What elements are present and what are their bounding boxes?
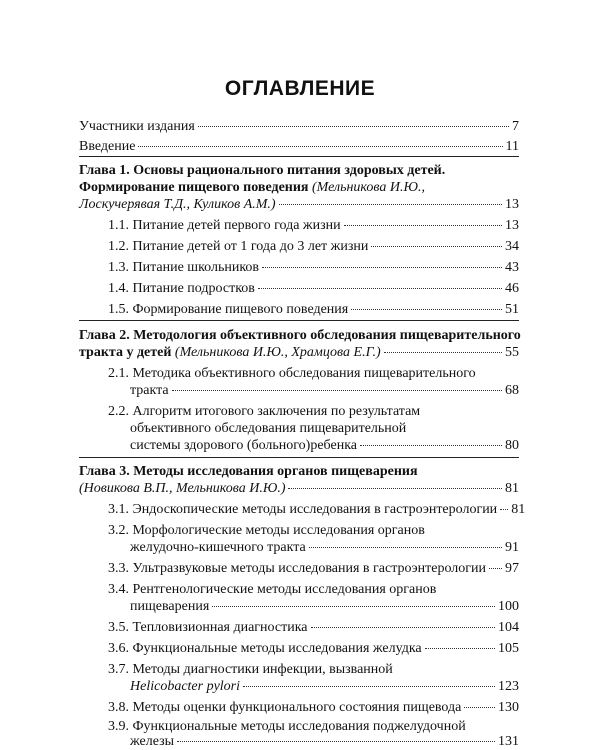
leader-dots (279, 204, 502, 205)
leader-dots (344, 225, 502, 226)
toc-section-3-7-line1[interactable] (108, 661, 393, 678)
section-page: 105 (498, 641, 519, 656)
toc-section-1-1[interactable] (108, 217, 519, 234)
toc-section-1-4[interactable] (108, 280, 519, 297)
chapter-3-page: 81 (505, 481, 519, 496)
toc-section-3-9[interactable] (130, 733, 519, 750)
section-number: 3.6. (108, 641, 129, 656)
section-label: Методы оценки функционального состояния пищевода (132, 700, 462, 715)
section-number: 3.8. (108, 700, 129, 715)
section-label: Методика объективного обследования пищеварительного (132, 366, 476, 381)
section-label: Алгоритм итогового заключения по результатам (132, 404, 421, 419)
toc-section-1-3[interactable] (108, 259, 519, 276)
section-number: 3.7. (108, 662, 129, 677)
section-number: 1.2. (108, 239, 129, 254)
section-label-cont: системы здорового (больного)ребенка (130, 438, 358, 453)
leader-dots (243, 686, 495, 687)
section-label-cont: пищеварения (130, 599, 210, 614)
section-label: Формирование пищевого поведения (132, 302, 349, 317)
leader-dots (351, 309, 502, 310)
toc-section-2-1[interactable] (130, 382, 519, 399)
chapter-2-authors: (Мельникова И.Ю., Храмцова Е.Г.) (174, 345, 381, 360)
section-page: 51 (505, 302, 519, 317)
toc-entry-introduction[interactable] (79, 138, 519, 155)
chapter-2-title-cont: тракта у детей (79, 345, 172, 360)
toc-section-3-4[interactable] (130, 598, 519, 615)
toc-section-3-4-line1[interactable] (108, 581, 436, 598)
leader-dots (371, 246, 502, 247)
section-number: 1.3. (108, 260, 129, 275)
toc-section-3-6[interactable] (108, 640, 519, 657)
toc-section-3-2-line1[interactable] (108, 522, 425, 539)
toc-section-2-2[interactable] (130, 437, 519, 454)
toc-entry-page: 7 (512, 119, 519, 134)
chapter-3-entry[interactable] (79, 480, 519, 497)
section-label: Функциональные методы исследования желудка (132, 641, 422, 656)
leader-dots (489, 568, 502, 569)
toc-section-2-1-line1[interactable] (108, 365, 476, 382)
toc-section-3-7[interactable] (130, 678, 519, 695)
toc-section-3-3[interactable] (108, 560, 519, 577)
chapter-2-title-line1[interactable]: Глава 2. Методология объективного обследования пищеварительного (79, 328, 521, 343)
section-number: 3.2. (108, 523, 129, 538)
section-label-cont: Helicobacter pylori (130, 679, 241, 694)
section-label-cont: железы (130, 734, 175, 749)
toc-entry-page: 11 (505, 139, 519, 154)
section-page: 68 (505, 383, 519, 398)
section-number: 3.3. (108, 561, 129, 576)
section-page: 43 (505, 260, 519, 275)
section-page: 104 (498, 620, 519, 635)
section-label: Методы диагностики инфекции, вызванной (132, 662, 393, 677)
leader-dots (138, 146, 502, 147)
toc-section-3-8[interactable] (108, 699, 519, 716)
toc-section-1-2[interactable] (108, 238, 519, 255)
section-divider (79, 457, 519, 458)
toc-entry-label: Введение (79, 139, 136, 154)
chapter-3-title-line1[interactable]: Глава 3. Методы исследования органов пищеварения (79, 464, 418, 479)
toc-entry-contributors[interactable] (79, 118, 519, 135)
toc-section-3-5[interactable] (108, 619, 519, 636)
section-page: 91 (505, 540, 519, 555)
section-page: 80 (505, 438, 519, 453)
section-label: Тепловизионная диагностика (132, 620, 308, 635)
section-number: 1.1. (108, 218, 129, 233)
leader-dots (360, 445, 502, 446)
section-page: 13 (505, 218, 519, 233)
section-label-cont: тракта (130, 383, 169, 398)
section-page: 97 (505, 561, 519, 576)
chapter-1-title-line1[interactable]: Глава 1. Основы рационального питания здоровых детей. (79, 163, 446, 178)
chapter-1-title-line2[interactable] (79, 179, 425, 196)
leader-dots (464, 707, 495, 708)
chapter-1-authors-b: Лоскучерявая Т.Д., Куликов А.М.) (79, 197, 276, 212)
section-label: Питание подростков (132, 281, 255, 296)
section-label: Питание школьников (132, 260, 260, 275)
leader-dots (288, 488, 502, 489)
leader-dots (311, 627, 495, 628)
section-label: Функциональные методы исследования поджелудочной (132, 719, 466, 734)
chapter-1-page: 13 (505, 197, 519, 212)
section-number: 1.5. (108, 302, 129, 317)
section-number: 3.9. (108, 719, 129, 734)
section-label: Питание детей первого года жизни (132, 218, 341, 233)
toc-section-1-5[interactable] (108, 301, 519, 318)
section-page: 100 (498, 599, 519, 614)
section-label-cont: желудочно-кишечного тракта (130, 540, 306, 555)
leader-dots (500, 509, 508, 510)
section-number: 2.1. (108, 366, 129, 381)
section-divider (79, 156, 519, 157)
chapter-1-title-cont: Формирование пищевого поведения (79, 180, 309, 195)
section-number: 3.5. (108, 620, 129, 635)
section-page: 123 (498, 679, 519, 694)
leader-dots (177, 741, 495, 742)
section-label: Эндоскопические методы исследования в гастроэнтерологии (132, 502, 498, 517)
chapter-1-authors-a: (Мельникова И.Ю., (312, 180, 425, 195)
section-label: Рентгенологические методы исследования органов (132, 582, 437, 597)
leader-dots (309, 547, 502, 548)
section-divider (79, 320, 519, 321)
section-number: 3.1. (108, 502, 129, 517)
toc-section-3-2[interactable] (130, 539, 519, 556)
section-label: Морфологические методы исследования органов (132, 523, 425, 538)
leader-dots (425, 648, 495, 649)
chapter-2-page: 55 (505, 345, 519, 360)
toc-section-3-1[interactable] (108, 501, 526, 518)
section-number: 1.4. (108, 281, 129, 296)
section-page: 130 (498, 700, 519, 715)
section-number: 2.2. (108, 404, 129, 419)
toc-entry-label: Участники издания (79, 119, 195, 134)
toc-section-2-2-line1[interactable] (108, 403, 420, 420)
section-label-cont: объективного обследования пищеварительной (130, 421, 407, 436)
leader-dots (212, 606, 495, 607)
leader-dots (258, 288, 502, 289)
section-page: 131 (498, 734, 519, 749)
page-title: ОГЛАВЛЕНИЕ (224, 77, 376, 100)
section-label: Питание детей от 1 года до 3 лет жизни (132, 239, 369, 254)
chapter-2-entry[interactable] (79, 344, 519, 361)
leader-dots (384, 352, 502, 353)
section-page: 81 (511, 502, 526, 517)
leader-dots (198, 126, 509, 127)
chapter-3-authors: (Новикова В.П., Мельникова И.Ю.) (79, 481, 286, 496)
section-label: Ультразвуковые методы исследования в гастроэнтерологии (132, 561, 487, 576)
leader-dots (262, 267, 502, 268)
leader-dots (172, 390, 502, 391)
chapter-1-entry[interactable] (79, 196, 519, 213)
section-page: 46 (505, 281, 519, 296)
section-page: 34 (505, 239, 519, 254)
section-number: 3.4. (108, 582, 129, 597)
